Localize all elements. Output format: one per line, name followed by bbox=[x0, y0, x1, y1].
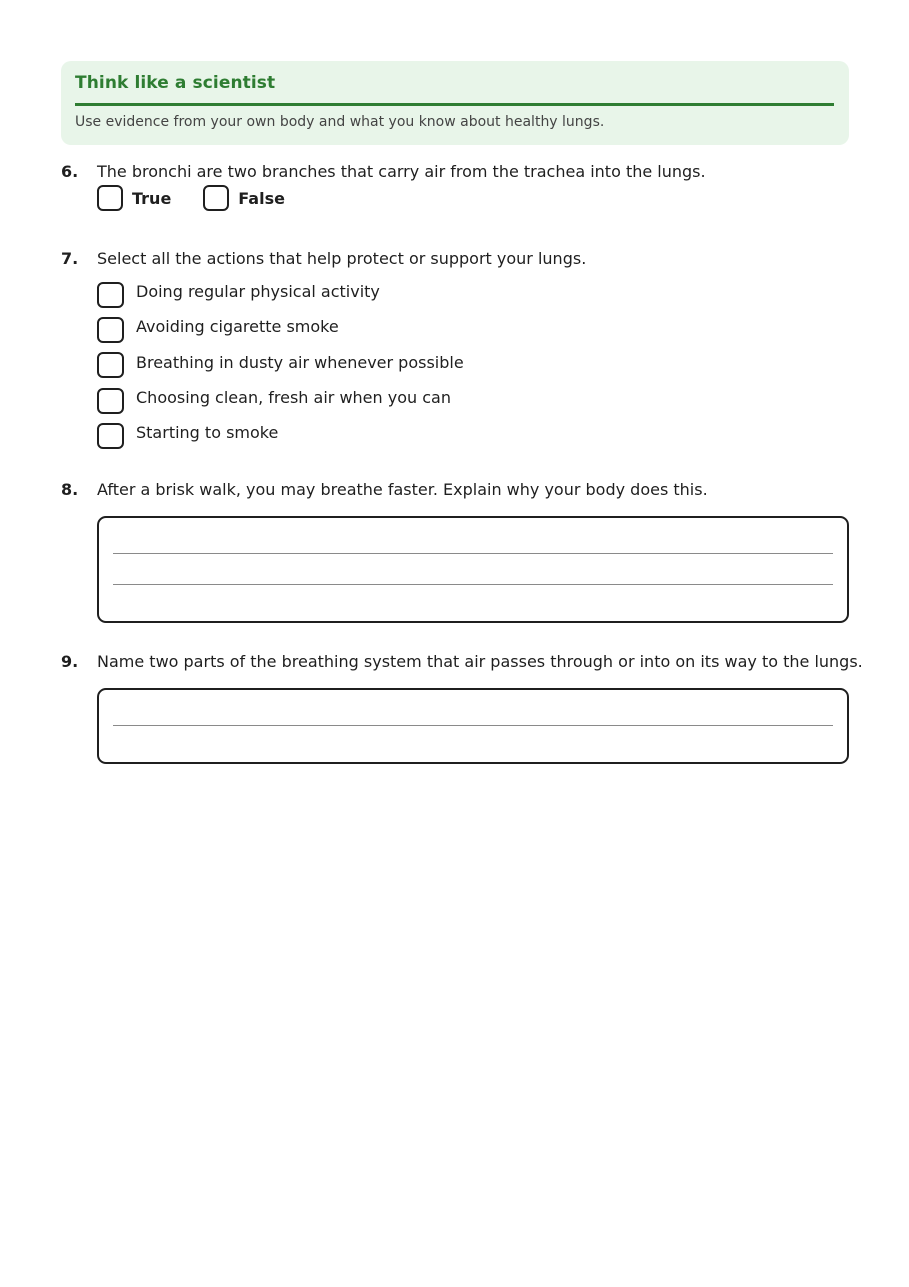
checkbox[interactable] bbox=[97, 423, 124, 449]
question-number: 6. bbox=[61, 162, 79, 181]
option-false[interactable] bbox=[203, 185, 285, 211]
section-header bbox=[61, 61, 849, 145]
checkbox[interactable] bbox=[97, 352, 124, 378]
question-6 bbox=[61, 162, 861, 226]
answer-box[interactable] bbox=[97, 516, 849, 623]
option-label: True bbox=[132, 188, 172, 208]
question-text: The bronchi are two branches that carry air from the trachea into the lungs. bbox=[97, 162, 706, 181]
question-number: 9. bbox=[61, 652, 79, 671]
option-true[interactable] bbox=[97, 185, 171, 211]
checkbox[interactable] bbox=[97, 282, 124, 308]
true-false-options bbox=[97, 185, 317, 211]
option-label: Avoiding cigarette smoke bbox=[136, 317, 339, 337]
question-number: 7. bbox=[61, 249, 79, 268]
option-label: Choosing clean, fresh air when you can bbox=[136, 388, 451, 408]
option-dusty-air[interactable] bbox=[97, 348, 464, 383]
option-list bbox=[97, 277, 464, 453]
section-title: Think like a scientist bbox=[75, 73, 276, 93]
option-clean-air[interactable] bbox=[97, 383, 464, 418]
option-physical-activity[interactable] bbox=[97, 277, 464, 312]
question-text: Name two parts of the breathing system that air passes through or into on its way to the lungs. bbox=[97, 652, 863, 671]
question-number: 8. bbox=[61, 480, 79, 499]
question-8 bbox=[61, 480, 861, 625]
option-avoid-smoke[interactable] bbox=[97, 312, 464, 347]
option-label: False bbox=[238, 188, 285, 208]
question-text: After a brisk walk, you may breathe faster. Explain why your body does this. bbox=[97, 480, 708, 499]
answer-box[interactable] bbox=[97, 688, 849, 764]
checkbox[interactable] bbox=[97, 317, 124, 343]
question-7 bbox=[61, 249, 861, 459]
checkbox[interactable] bbox=[97, 185, 123, 211]
answer-line bbox=[113, 553, 833, 554]
option-label: Breathing in dusty air whenever possible bbox=[136, 352, 464, 372]
section-subtitle: Use evidence from your own body and what you know about healthy lungs. bbox=[75, 114, 605, 130]
option-label: Starting to smoke bbox=[136, 423, 279, 443]
checkbox[interactable] bbox=[203, 185, 229, 211]
answer-line bbox=[113, 725, 833, 726]
checkbox[interactable] bbox=[97, 388, 124, 414]
answer-line bbox=[113, 584, 833, 585]
question-text: Select all the actions that help protect or support your lungs. bbox=[97, 249, 587, 268]
section-divider bbox=[75, 103, 834, 106]
option-label: Doing regular physical activity bbox=[136, 282, 380, 302]
question-9 bbox=[61, 652, 861, 767]
option-start-smoking[interactable] bbox=[97, 418, 464, 453]
